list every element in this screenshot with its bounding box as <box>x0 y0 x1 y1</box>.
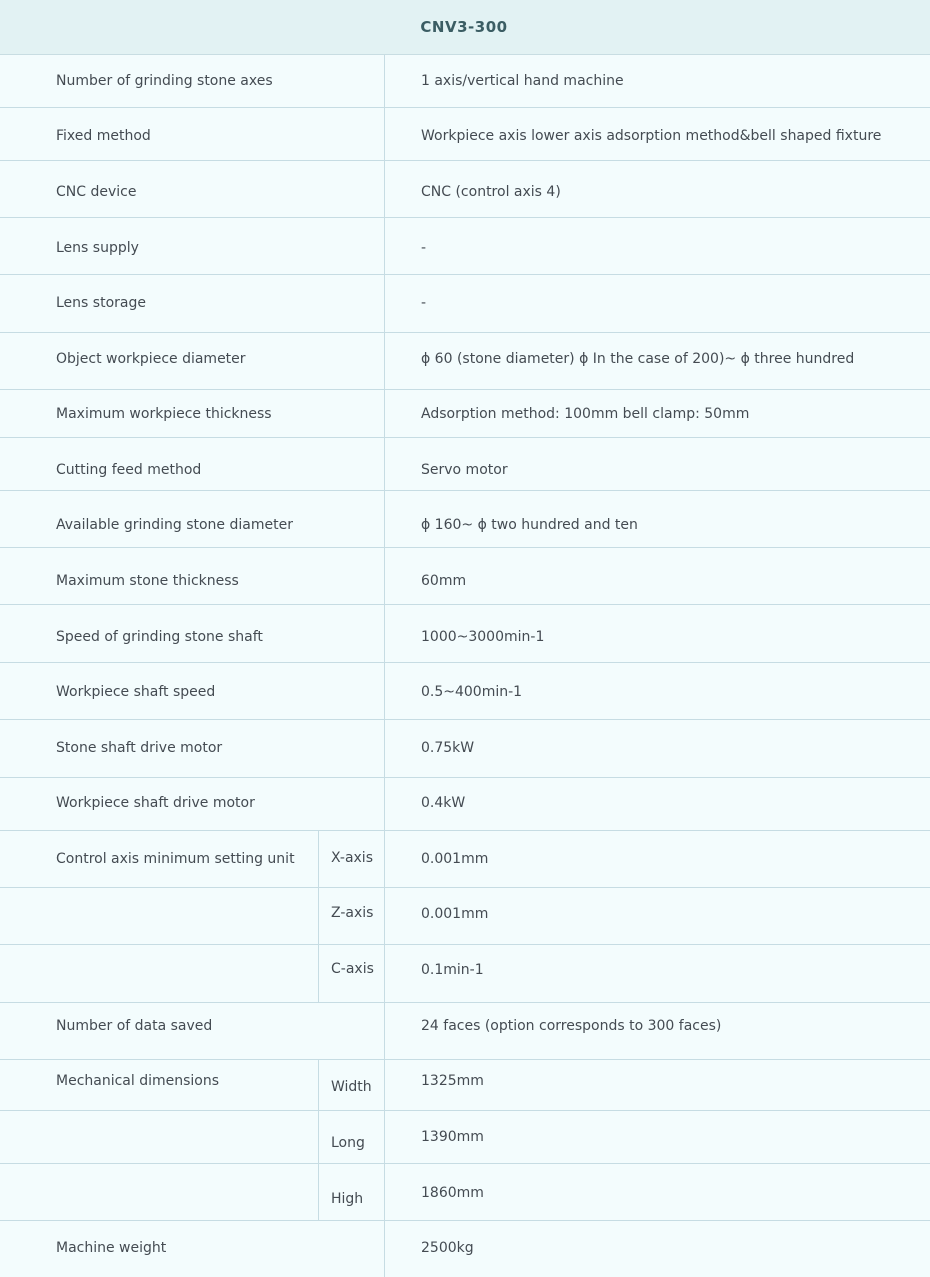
dimension-sub-label: Long <box>331 1135 365 1151</box>
spec-value: ϕ 160~ ϕ two hundred and ten <box>421 517 638 533</box>
sub-column-divider <box>318 1059 319 1220</box>
spec-value: 0.001mm <box>421 851 489 867</box>
row-divider <box>0 887 930 888</box>
spec-label: Number of grinding stone axes <box>56 73 273 89</box>
row-divider <box>0 437 930 438</box>
row-divider <box>0 719 930 720</box>
row-divider <box>0 830 930 831</box>
spec-value: 0.75kW <box>421 740 475 756</box>
spec-label: Machine weight <box>56 1240 167 1256</box>
spec-value: 1390mm <box>421 1129 484 1145</box>
spec-label: Workpiece shaft drive motor <box>56 795 255 811</box>
spec-label: Workpiece shaft speed <box>56 684 216 700</box>
sub-column-divider <box>318 830 319 1002</box>
spec-label: Cutting feed method <box>56 462 202 478</box>
spec-label: Lens storage <box>56 295 146 311</box>
spec-value: - <box>421 295 427 311</box>
table-header <box>0 0 930 55</box>
axis-sub-label: X-axis <box>331 850 373 866</box>
row-divider <box>0 490 930 491</box>
axis-sub-label: C-axis <box>331 961 374 977</box>
spec-label: Stone shaft drive motor <box>56 740 223 756</box>
spec-label: CNC device <box>56 184 137 200</box>
dimension-sub-label: High <box>331 1191 364 1207</box>
row-divider <box>0 1220 930 1221</box>
row-divider <box>0 547 930 548</box>
row-divider <box>0 332 930 333</box>
spec-value: 1 axis/vertical hand machine <box>421 73 624 89</box>
spec-value: ϕ 60 (stone diameter) ϕ In the case of 200)~ ϕ three hundred <box>421 351 855 367</box>
row-divider <box>0 604 930 605</box>
axis-sub-label: Z-axis <box>331 905 374 921</box>
spec-value: 2500kg <box>421 1240 474 1256</box>
spec-value: Servo motor <box>421 462 508 478</box>
spec-value: Adsorption method: 100mm bell clamp: 50mm <box>421 406 750 422</box>
dimension-sub-label: Width <box>331 1079 372 1095</box>
row-divider <box>0 217 930 218</box>
column-divider <box>384 55 385 1277</box>
row-divider <box>0 944 930 945</box>
spec-label: Control axis minimum setting unit <box>56 851 295 867</box>
spec-value: 1860mm <box>421 1185 484 1201</box>
spec-label: Lens supply <box>56 240 139 256</box>
spec-value: 0.4kW <box>421 795 466 811</box>
spec-label: Speed of grinding stone shaft <box>56 629 263 645</box>
spec-value: 24 faces (option corresponds to 300 faces) <box>421 1018 722 1034</box>
spec-value: Workpiece axis lower axis adsorption method&bell shaped fixture <box>421 128 882 144</box>
row-divider <box>0 160 930 161</box>
spec-value: 0.1min-1 <box>421 962 484 978</box>
row-divider <box>0 274 930 275</box>
row-divider <box>0 1163 930 1164</box>
row-divider <box>0 777 930 778</box>
row-divider <box>0 107 930 108</box>
spec-value: 60mm <box>421 573 467 589</box>
spec-label: Number of data saved <box>56 1018 213 1034</box>
row-divider <box>0 389 930 390</box>
spec-value: 0.5~400min-1 <box>421 684 523 700</box>
spec-value: 1325mm <box>421 1073 484 1089</box>
spec-label: Maximum stone thickness <box>56 573 239 589</box>
spec-label: Fixed method <box>56 128 151 144</box>
row-divider <box>0 1002 930 1003</box>
spec-label: Maximum workpiece thickness <box>56 406 272 422</box>
spec-value: 0.001mm <box>421 906 489 922</box>
spec-label: Available grinding stone diameter <box>56 517 293 533</box>
spec-label: Mechanical dimensions <box>56 1073 220 1089</box>
row-divider <box>0 662 930 663</box>
row-divider <box>0 1110 930 1111</box>
spec-value: 1000~3000min-1 <box>421 629 545 645</box>
spec-label: Object workpiece diameter <box>56 351 246 367</box>
spec-value: - <box>421 240 427 256</box>
spec-value: CNC (control axis 4) <box>421 184 561 200</box>
model-title: CNV3-300 <box>420 18 508 36</box>
row-divider <box>0 1059 930 1060</box>
